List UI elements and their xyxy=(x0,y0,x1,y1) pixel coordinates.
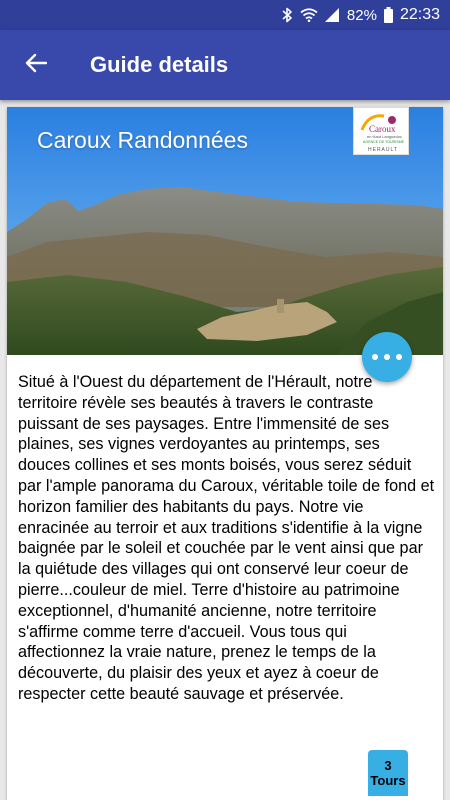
battery-percent: 82% xyxy=(346,6,377,24)
tours-count: 3 xyxy=(384,758,392,773)
svg-text:HERAULT: HERAULT xyxy=(368,147,398,153)
caroux-logo xyxy=(353,107,409,155)
battery-icon xyxy=(384,7,393,23)
app-bar xyxy=(0,30,450,100)
guide-description: Situé à l'Ouest du département de l'Hérault, notre territoire révèle ses beautés à travers le contraste puissant de ses paysages. Entre l'immensité de ses plaines, ses vignes verdoyantes au printemps, ses douces collines et ses monts boisés, vous serez séduit par l'ample panorama du Caroux, véritable toile de fond et horizon familier des habitants du pays. Notre vie enracinée au terroir et aux traditions s'identifie à la vigne baignée par le soleil et couchée par le vent ainsi que par la quiétude des villages qui ont conservé leur coeur de pierre...couleur de miel. Terre d'histoire au patrimoine exceptionnel, d'humanité ancienne, notre territoire s'affirme comme terre d'accueil. Vous tous qui affectionnez la vraie nature, prenez le temps de la découverte, du plaisir des yeux et ayez à coeur de respecter cette beauté sauvage et préservée. xyxy=(18,373,435,703)
bluetooth-icon xyxy=(281,7,293,23)
clock: 22:33 xyxy=(399,6,440,23)
svg-text:en Haut Languedoc: en Haut Languedoc xyxy=(367,134,402,139)
status-bar xyxy=(0,0,450,30)
guide-title: Caroux Randonnées xyxy=(37,127,248,153)
tours-button[interactable] xyxy=(368,750,408,796)
guide-hero-image xyxy=(7,107,443,355)
tours-label: Tours xyxy=(370,773,406,788)
guide-card xyxy=(7,107,443,800)
svg-text:Caroux: Caroux xyxy=(369,124,396,134)
page-title: Guide details xyxy=(90,52,229,77)
signal-icon xyxy=(325,8,340,22)
back-button[interactable] xyxy=(8,37,64,93)
wifi-icon xyxy=(300,8,318,22)
arrow-left-icon xyxy=(25,53,47,78)
more-horiz-icon xyxy=(369,354,405,360)
svg-text:AGENCE DE TOURISME: AGENCE DE TOURISME xyxy=(363,140,405,144)
